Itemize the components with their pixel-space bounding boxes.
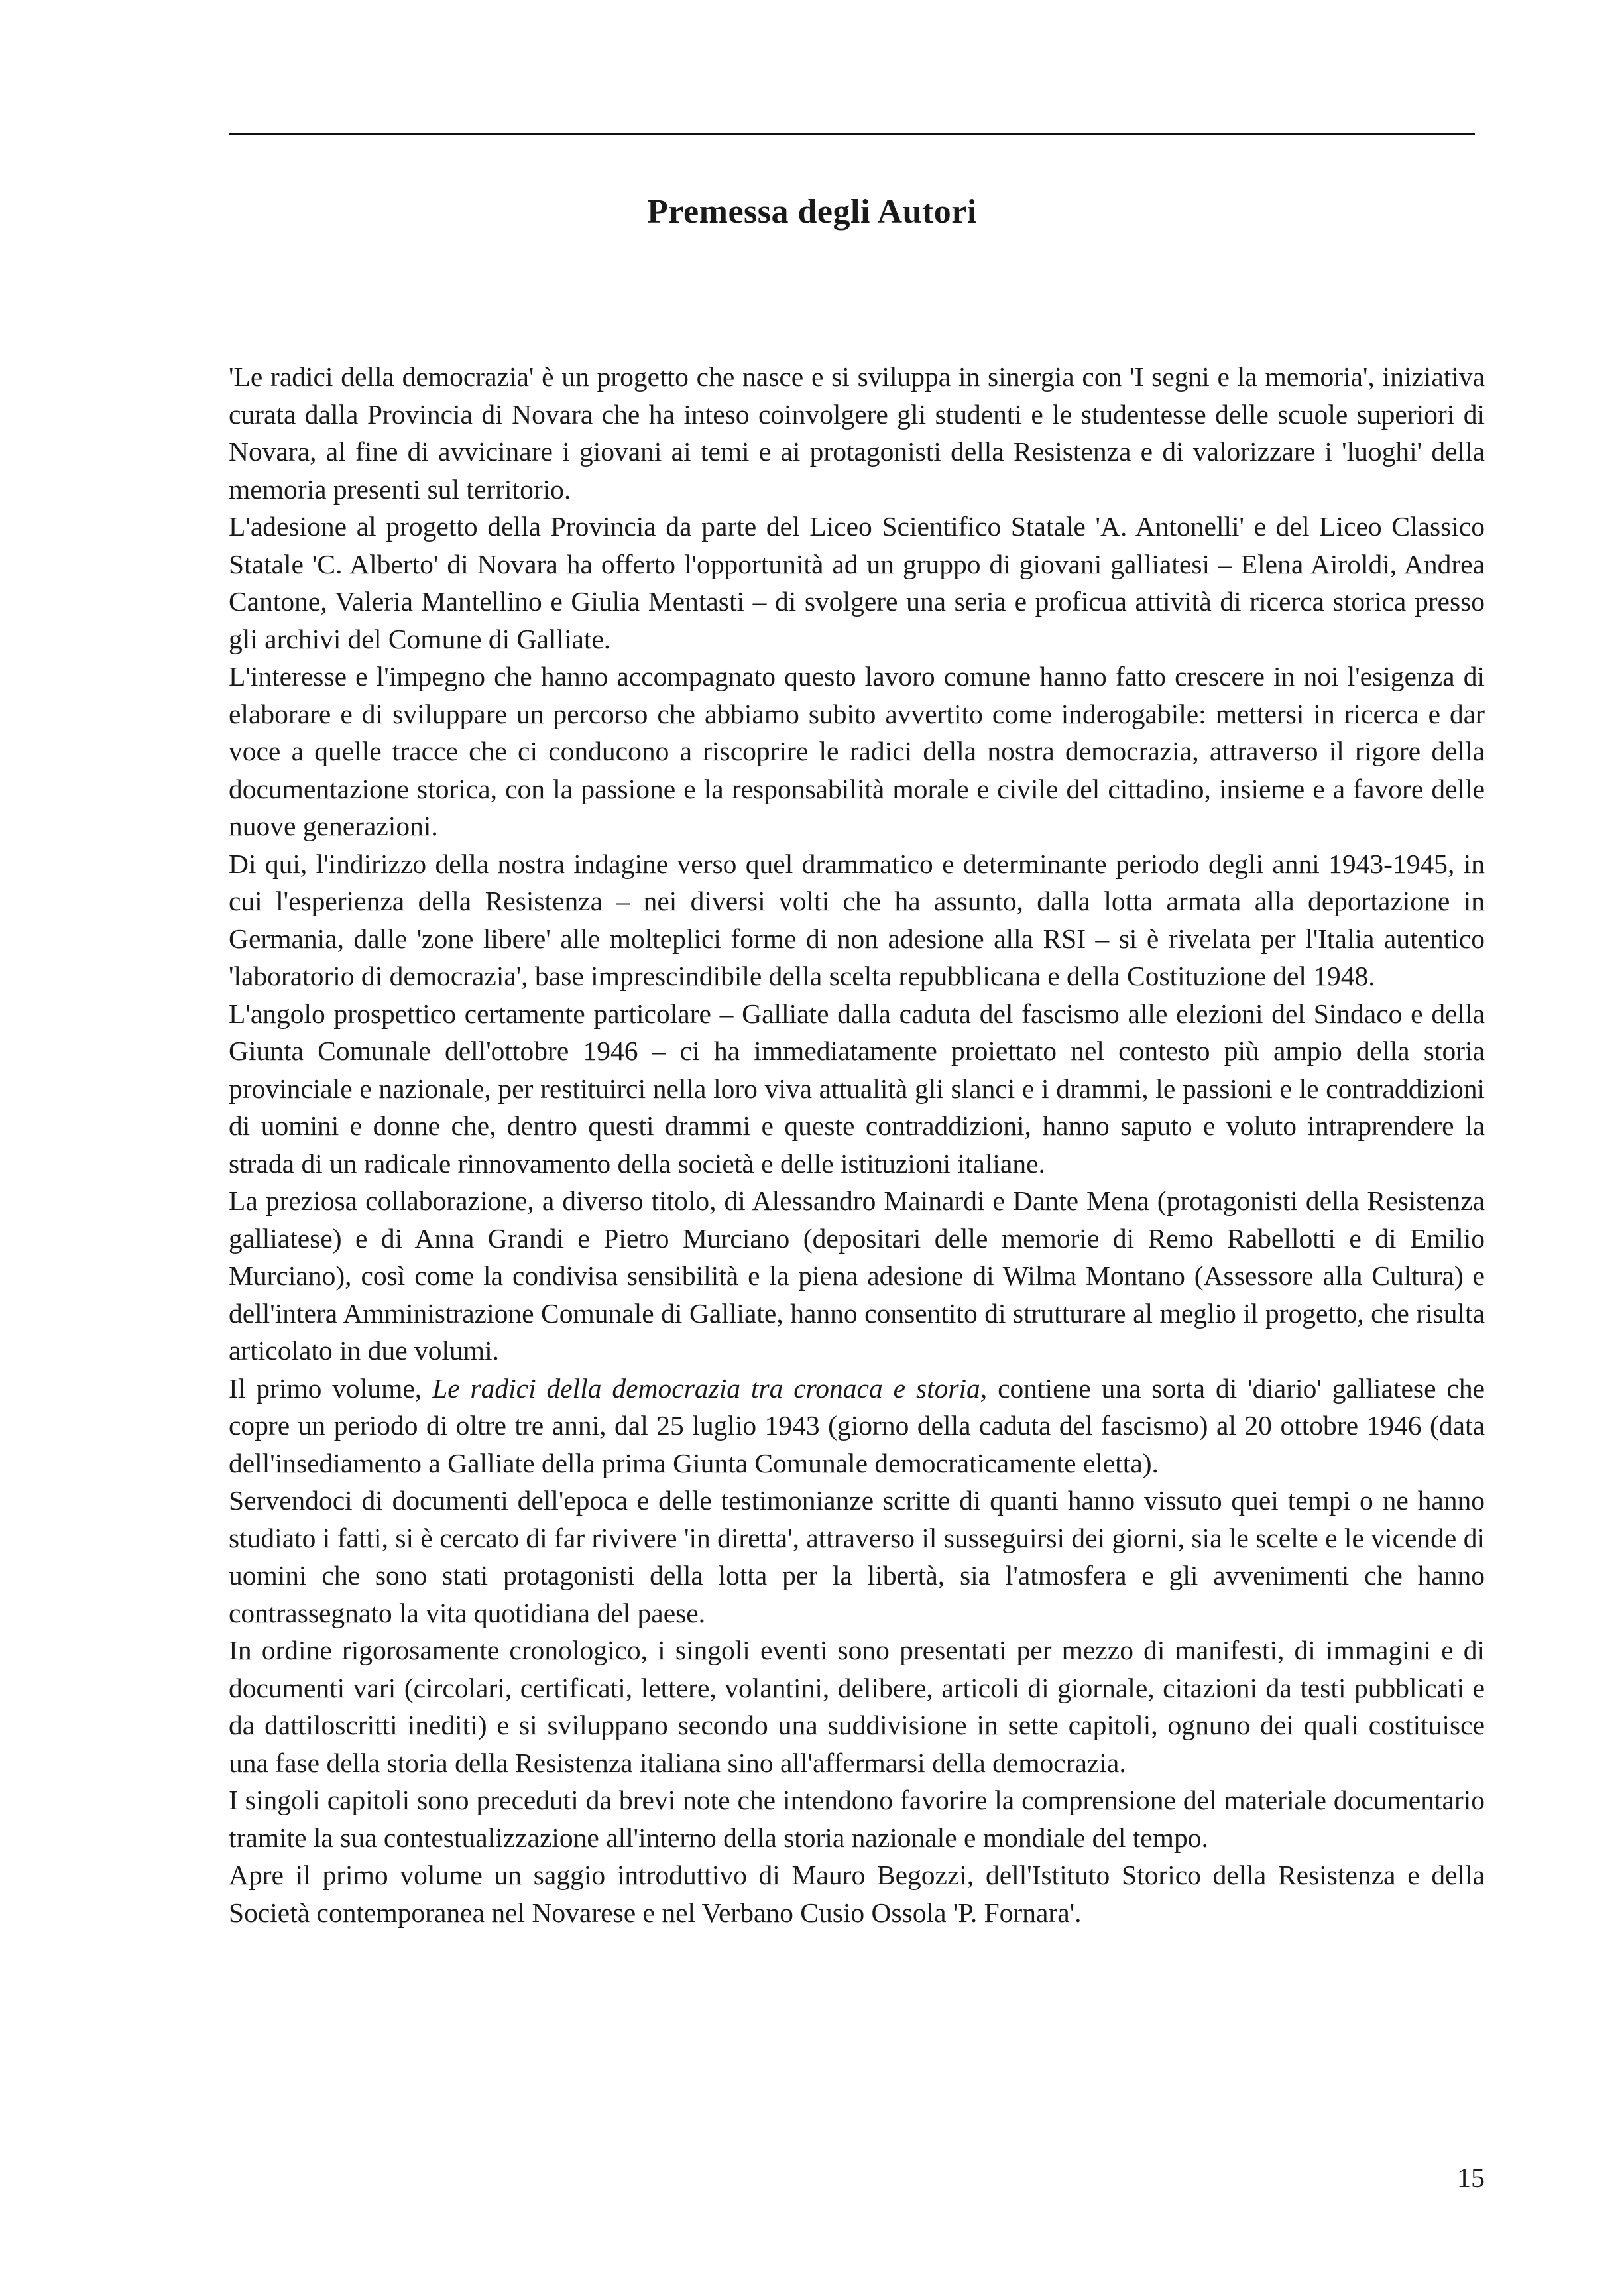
paragraph-primo-volume <box>229 1370 1485 1482</box>
paragraph-saggio: Apre il primo volume un saggio introduttivo di Mauro Begozzi, dell'Istituto Storico della Resistenza e della Società contemporanea nel Novarese e nel Verbano Cusio Ossola 'P. Fornara'. <box>229 1860 1485 1928</box>
volume-text-before: Il primo volume, <box>229 1372 433 1404</box>
volume-text-after: contiene una sorta di 'diario' galliatese che copre un periodo di oltre tre anni, dal 25 luglio 1943 (giorno della caduta del fascismo) al 20 ottobre 1946 (data dell'insediamento a Galliate della prima Giunta Comunale democraticamente eletta). <box>229 1372 1485 1478</box>
paragraph-capitoli: I singoli capitoli sono preceduti da brevi note che intendono favorire la comprensione del materiale documentario tramite la sua contestualizzazione all'interno della storia nazionale e mondiale del tempo. <box>229 1785 1485 1853</box>
paragraph-documenti: Servendoci di documenti dell'epoca e delle testimonianze scritte di quanti hanno vissuto quei tempi o ne hanno studiato i fatti, si è cercato di far rivivere 'in diretta', attraverso il susseguirsi dei giorni, sia le scelte e le vicende di uomini che sono stati protagonisti della lotta per la libertà, sia l'atmosfera e gli avvenimenti che hanno contrassegnato la vita quotidiana del paese. <box>229 1485 1485 1628</box>
body-text <box>229 358 1485 1931</box>
paragraph-interesse: L'interesse e l'impegno che hanno accompagnato questo lavoro comune hanno fatto crescere in noi l'esigenza di elaborare e di sviluppare un percorso che abbiamo subito avvertito come inderogabile: mettersi in ricerca e dar voce a quelle tracce che ci conducono a riscoprire le radici della nostra democrazia, attraverso il rigore della documentazione storica, con la passione e la responsabilità morale e civile del cittadino, insieme e a favore delle nuove generazioni. <box>229 661 1485 841</box>
paragraph-ordine: In ordine rigorosamente cronologico, i singoli eventi sono presentati per mezzo di manifesti, di immagini e di documenti vari (circolari, certificati, lettere, volantini, delibere, articoli di giornale, citazioni da testi pubblicati e da dattiloscritti inediti) e si sviluppano secondo una suddivisione in sette capitoli, ognuno dei quali costituisce una fase della storia della Resistenza italiana sino all'affermarsi della democrazia. <box>229 1635 1485 1778</box>
paragraph-angolo: L'angolo prospettico certamente particolare – Galliate dalla caduta del fascismo alle elezioni del Sindaco e della Giunta Comunale dell'ottobre 1946 – ci ha immediatamente proiettato nel contesto più ampio della storia provinciale e nazionale, per restituirci nella loro viva attualità gli slanci e i drammi, le passioni e le contraddizioni di uomini e donne che, dentro questi drammi e queste contraddizioni, hanno saputo e voluto intraprendere la strada di un radicale rinnovamento della società e delle istituzioni italiane. <box>229 998 1485 1179</box>
paragraph-intro: 'Le radici della democrazia' è un progetto che nasce e si sviluppa in sinergia con 'I segni e la memoria', iniziativa curata dalla Provincia di Novara che ha inteso coinvolgere gli studenti e le studentesse delle scuole superiori di Novara, al fine di avvicinare i giovani ai temi e ai protagonisti della Resistenza e di valorizzare i 'luoghi' della memoria presenti sul territorio. <box>229 361 1485 505</box>
paragraph-collaborazione: La preziosa collaborazione, a diverso titolo, di Alessandro Mainardi e Dante Mena (protagonisti della Resistenza galliatese) e di Anna Grandi e Pietro Murciano (depositari delle memorie di Remo Rabellotti e di Emilio Murciano), così come la condivisa sensibilità e la piena adesione di Wilma Montano (Assessore alla Cultura) e dell'intera Amministrazione Comunale di Galliate, hanno consentito di strutturare al meglio il progetto, che risulta articolato in due volumi. <box>229 1185 1485 1366</box>
page-number: 15 <box>1457 2163 1485 2194</box>
volume-title: Le radici della democrazia tra cronaca e storia, <box>432 1372 988 1404</box>
paragraph-indagine: Di qui, l'indirizzo della nostra indagine verso quel drammatico e determinante periodo degli anni 1943-1945, in cui l'esperienza della Resistenza – nei diversi volti che ha assunto, dalla lotta armata alla deportazione in Germania, dalle 'zone libere' alle molteplici forme di non adesione alla RSI – si è rivelata per l'Italia autentico 'laboratorio di democrazia', base imprescindibile della scelta repubblicana e della Costituzione del 1948. <box>229 848 1485 991</box>
paragraph-adesione: L'adesione al progetto della Provincia da parte del Liceo Scientifico Statale 'A. Antonelli' e del Liceo Classico Statale 'C. Alberto' di Novara ha offerto l'opportunità ad un gruppo di giovani galliatesi – Elena Airoldi, Andrea Cantone, Valeria Mantellino e Giulia Mentasti – di svolgere una seria e proficua attività di ricerca storica presso gli archivi del Comune di Galliate. <box>229 511 1485 654</box>
page-title: Premessa degli Autori <box>647 192 977 231</box>
header-rule <box>229 133 1475 135</box>
